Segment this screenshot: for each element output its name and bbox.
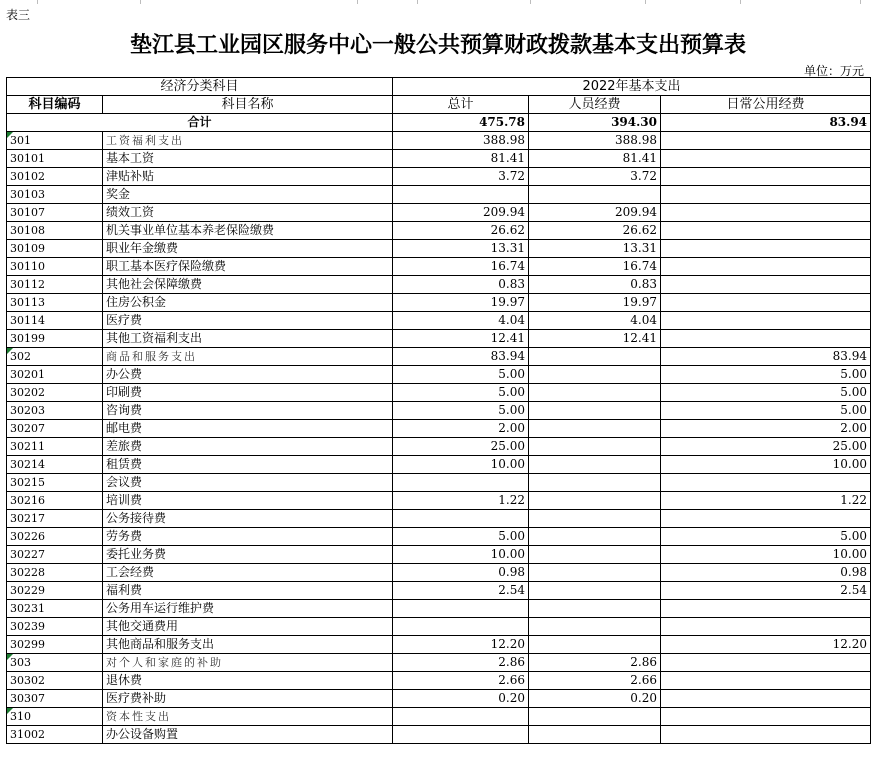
table-row: [7, 672, 871, 690]
table-row: [7, 438, 871, 456]
cell-name: 培训费: [103, 492, 393, 510]
cell-code: 30113: [7, 294, 103, 312]
cell-personnel: [529, 708, 661, 726]
cell-code: 30202: [7, 384, 103, 402]
total-daily: 83.94: [661, 114, 871, 132]
cell-name: 差旅费: [103, 438, 393, 456]
table-row: [7, 636, 871, 654]
table-row: [7, 150, 871, 168]
table-row: [7, 312, 871, 330]
cell-daily: 12.20: [661, 636, 871, 654]
cell-name: 印刷费: [103, 384, 393, 402]
cell-name: 其他交通费用: [103, 618, 393, 636]
cell-name: 工资福利支出: [103, 132, 393, 150]
total-label: 合计: [7, 114, 393, 132]
cell-daily: [661, 510, 871, 528]
cell-daily: 10.00: [661, 546, 871, 564]
cell-total: 25.00: [393, 438, 529, 456]
cell-personnel: 19.97: [529, 294, 661, 312]
category-row: [7, 708, 871, 726]
total-personnel: 394.30: [529, 114, 661, 132]
cell-total: 10.00: [393, 546, 529, 564]
cell-daily: 5.00: [661, 366, 871, 384]
cell-name: 住房公积金: [103, 294, 393, 312]
cell-total: 83.94: [393, 348, 529, 366]
page-title: 垫江县工业园区服务中心一般公共预算财政拨款基本支出预算表: [129, 32, 746, 58]
header-economic-category: 经济分类科目: [7, 78, 393, 96]
cell-name: 劳务费: [103, 528, 393, 546]
table-row: [7, 294, 871, 312]
header-basic-expenditure: 2022年基本支出: [393, 78, 871, 96]
cell-daily: [661, 222, 871, 240]
cell-daily: [661, 708, 871, 726]
cell-personnel: 0.83: [529, 276, 661, 294]
header-total: 总计: [393, 96, 529, 114]
cell-total: 2.00: [393, 420, 529, 438]
cell-code: 310: [7, 708, 103, 726]
cell-personnel: [529, 366, 661, 384]
cell-total: 3.72: [393, 168, 529, 186]
cell-name: 退休费: [103, 672, 393, 690]
cell-total: 12.41: [393, 330, 529, 348]
cell-daily: 5.00: [661, 384, 871, 402]
cell-personnel: [529, 438, 661, 456]
cell-daily: [661, 204, 871, 222]
cell-name: 医疗费补助: [103, 690, 393, 708]
cell-total: 2.86: [393, 654, 529, 672]
cell-code: 30228: [7, 564, 103, 582]
table-row: [7, 204, 871, 222]
cell-total: 2.54: [393, 582, 529, 600]
cell-personnel: [529, 186, 661, 204]
cell-name: 其他社会保障缴费: [103, 276, 393, 294]
table-row: [7, 402, 871, 420]
table-row: [7, 420, 871, 438]
cell-code: 30226: [7, 528, 103, 546]
cell-total: 0.20: [393, 690, 529, 708]
table-row: [7, 276, 871, 294]
cell-daily: [661, 672, 871, 690]
cell-name: 福利费: [103, 582, 393, 600]
cell-name: 办公设备购置: [103, 726, 393, 744]
cell-marker-icon: [7, 348, 13, 354]
cell-name: 基本工资: [103, 150, 393, 168]
cell-code: 30227: [7, 546, 103, 564]
cell-marker-icon: [7, 132, 13, 138]
table-row: [7, 240, 871, 258]
cell-daily: [661, 276, 871, 294]
cell-personnel: [529, 402, 661, 420]
cell-code: 30299: [7, 636, 103, 654]
category-row: [7, 654, 871, 672]
cell-personnel: [529, 636, 661, 654]
budget-table: [6, 77, 871, 744]
cell-personnel: 13.31: [529, 240, 661, 258]
cell-total: [393, 600, 529, 618]
cell-name: 公务用车运行维护费: [103, 600, 393, 618]
cell-code: 302: [7, 348, 103, 366]
cell-name: 公务接待费: [103, 510, 393, 528]
cell-marker-icon: [7, 708, 13, 714]
table-row: [7, 168, 871, 186]
cell-name: 奖金: [103, 186, 393, 204]
cell-daily: 0.98: [661, 564, 871, 582]
cell-code: 30214: [7, 456, 103, 474]
cell-total: [393, 708, 529, 726]
cell-code: 30217: [7, 510, 103, 528]
cell-name: 办公费: [103, 366, 393, 384]
cell-code: 30239: [7, 618, 103, 636]
cell-total: 0.83: [393, 276, 529, 294]
cell-personnel: 16.74: [529, 258, 661, 276]
total-row: [7, 114, 871, 132]
cell-daily: [661, 132, 871, 150]
cell-personnel: [529, 618, 661, 636]
cell-total: 26.62: [393, 222, 529, 240]
cell-code: 30107: [7, 204, 103, 222]
cell-personnel: [529, 420, 661, 438]
cell-daily: [661, 150, 871, 168]
cell-total: 5.00: [393, 528, 529, 546]
cell-name: 租赁费: [103, 456, 393, 474]
table-row: [7, 528, 871, 546]
cell-personnel: 4.04: [529, 312, 661, 330]
cell-personnel: [529, 582, 661, 600]
cell-total: [393, 474, 529, 492]
cell-daily: [661, 474, 871, 492]
cell-code: 30231: [7, 600, 103, 618]
cell-personnel: [529, 492, 661, 510]
table-row: [7, 330, 871, 348]
cell-daily: 10.00: [661, 456, 871, 474]
cell-code: 30112: [7, 276, 103, 294]
table-row: [7, 492, 871, 510]
cell-personnel: 12.41: [529, 330, 661, 348]
unit-label: 单位：万元: [803, 64, 864, 78]
cell-name: 其他商品和服务支出: [103, 636, 393, 654]
total-total: 475.78: [393, 114, 529, 132]
cell-name: 绩效工资: [103, 204, 393, 222]
table-row: [7, 456, 871, 474]
cell-daily: [661, 168, 871, 186]
cell-name: 职工基本医疗保险缴费: [103, 258, 393, 276]
cell-code: 30114: [7, 312, 103, 330]
table-row: [7, 474, 871, 492]
cell-personnel: [529, 510, 661, 528]
cell-name: 其他工资福利支出: [103, 330, 393, 348]
cell-total: 2.66: [393, 672, 529, 690]
table-row: [7, 690, 871, 708]
table-row: [7, 618, 871, 636]
table-row: [7, 186, 871, 204]
cell-personnel: 388.98: [529, 132, 661, 150]
cell-marker-icon: [7, 654, 13, 660]
cell-daily: [661, 240, 871, 258]
cell-personnel: [529, 546, 661, 564]
cell-total: [393, 618, 529, 636]
cell-code: 30199: [7, 330, 103, 348]
cell-daily: 2.54: [661, 582, 871, 600]
cell-code: 30103: [7, 186, 103, 204]
cell-code: 30215: [7, 474, 103, 492]
cell-daily: [661, 690, 871, 708]
cell-total: [393, 726, 529, 744]
sheet-label: 表三: [6, 8, 31, 22]
cell-daily: 2.00: [661, 420, 871, 438]
cell-personnel: 26.62: [529, 222, 661, 240]
cell-code: 30108: [7, 222, 103, 240]
cell-daily: 1.22: [661, 492, 871, 510]
cell-daily: [661, 258, 871, 276]
cell-personnel: 209.94: [529, 204, 661, 222]
cell-name: 邮电费: [103, 420, 393, 438]
cell-personnel: [529, 600, 661, 618]
cell-daily: [661, 330, 871, 348]
cell-name: 对个人和家庭的补助: [103, 654, 393, 672]
cell-daily: [661, 312, 871, 330]
cell-total: 16.74: [393, 258, 529, 276]
cell-daily: 83.94: [661, 348, 871, 366]
cell-code: 301: [7, 132, 103, 150]
cell-code: 30211: [7, 438, 103, 456]
table-row: [7, 366, 871, 384]
cell-daily: [661, 294, 871, 312]
cell-name: 机关事业单位基本养老保险缴费: [103, 222, 393, 240]
cell-daily: [661, 186, 871, 204]
table-row: [7, 564, 871, 582]
cell-personnel: [529, 528, 661, 546]
cell-personnel: 2.86: [529, 654, 661, 672]
cell-personnel: [529, 726, 661, 744]
cell-daily: 25.00: [661, 438, 871, 456]
cell-code: 30207: [7, 420, 103, 438]
cell-code: 30102: [7, 168, 103, 186]
header-code: 科目编码: [7, 96, 103, 114]
cell-personnel: [529, 564, 661, 582]
cell-total: 19.97: [393, 294, 529, 312]
header-personnel: 人员经费: [529, 96, 661, 114]
cell-code: 30307: [7, 690, 103, 708]
cell-name: 工会经费: [103, 564, 393, 582]
category-row: [7, 132, 871, 150]
table-row: [7, 546, 871, 564]
cell-code: 30201: [7, 366, 103, 384]
cell-name: 职业年金缴费: [103, 240, 393, 258]
cell-total: [393, 186, 529, 204]
cell-personnel: [529, 456, 661, 474]
column-header-strip: [0, 0, 876, 4]
cell-personnel: [529, 474, 661, 492]
cell-code: 30101: [7, 150, 103, 168]
cell-total: 5.00: [393, 384, 529, 402]
cell-daily: [661, 726, 871, 744]
cell-daily: [661, 654, 871, 672]
cell-name: 商品和服务支出: [103, 348, 393, 366]
cell-total: 12.20: [393, 636, 529, 654]
cell-code: 30203: [7, 402, 103, 420]
cell-total: [393, 510, 529, 528]
cell-code: 30109: [7, 240, 103, 258]
cell-code: 30110: [7, 258, 103, 276]
cell-name: 委托业务费: [103, 546, 393, 564]
table-row: [7, 582, 871, 600]
cell-total: 81.41: [393, 150, 529, 168]
header-name: 科目名称: [103, 96, 393, 114]
cell-total: 1.22: [393, 492, 529, 510]
header-daily: 日常公用经费: [661, 96, 871, 114]
cell-personnel: [529, 348, 661, 366]
cell-personnel: 0.20: [529, 690, 661, 708]
cell-personnel: [529, 384, 661, 402]
table-row: [7, 222, 871, 240]
cell-total: 10.00: [393, 456, 529, 474]
cell-total: 388.98: [393, 132, 529, 150]
cell-personnel: 81.41: [529, 150, 661, 168]
cell-name: 咨询费: [103, 402, 393, 420]
table-row: [7, 384, 871, 402]
cell-daily: [661, 618, 871, 636]
table-row: [7, 510, 871, 528]
cell-total: 5.00: [393, 366, 529, 384]
cell-code: 30302: [7, 672, 103, 690]
cell-daily: 5.00: [661, 528, 871, 546]
table-row: [7, 258, 871, 276]
cell-code: 303: [7, 654, 103, 672]
header-column-row: [7, 96, 871, 114]
category-row: [7, 348, 871, 366]
cell-name: 资本性支出: [103, 708, 393, 726]
cell-total: 4.04: [393, 312, 529, 330]
cell-personnel: 3.72: [529, 168, 661, 186]
cell-name: 津贴补贴: [103, 168, 393, 186]
cell-daily: [661, 600, 871, 618]
table-row: [7, 726, 871, 744]
cell-code: 31002: [7, 726, 103, 744]
cell-code: 30229: [7, 582, 103, 600]
table-row: [7, 600, 871, 618]
cell-total: 209.94: [393, 204, 529, 222]
cell-total: 13.31: [393, 240, 529, 258]
cell-name: 医疗费: [103, 312, 393, 330]
cell-total: 0.98: [393, 564, 529, 582]
cell-code: 30216: [7, 492, 103, 510]
cell-daily: 5.00: [661, 402, 871, 420]
cell-total: 5.00: [393, 402, 529, 420]
cell-personnel: 2.66: [529, 672, 661, 690]
header-group-row: [7, 78, 871, 96]
cell-name: 会议费: [103, 474, 393, 492]
